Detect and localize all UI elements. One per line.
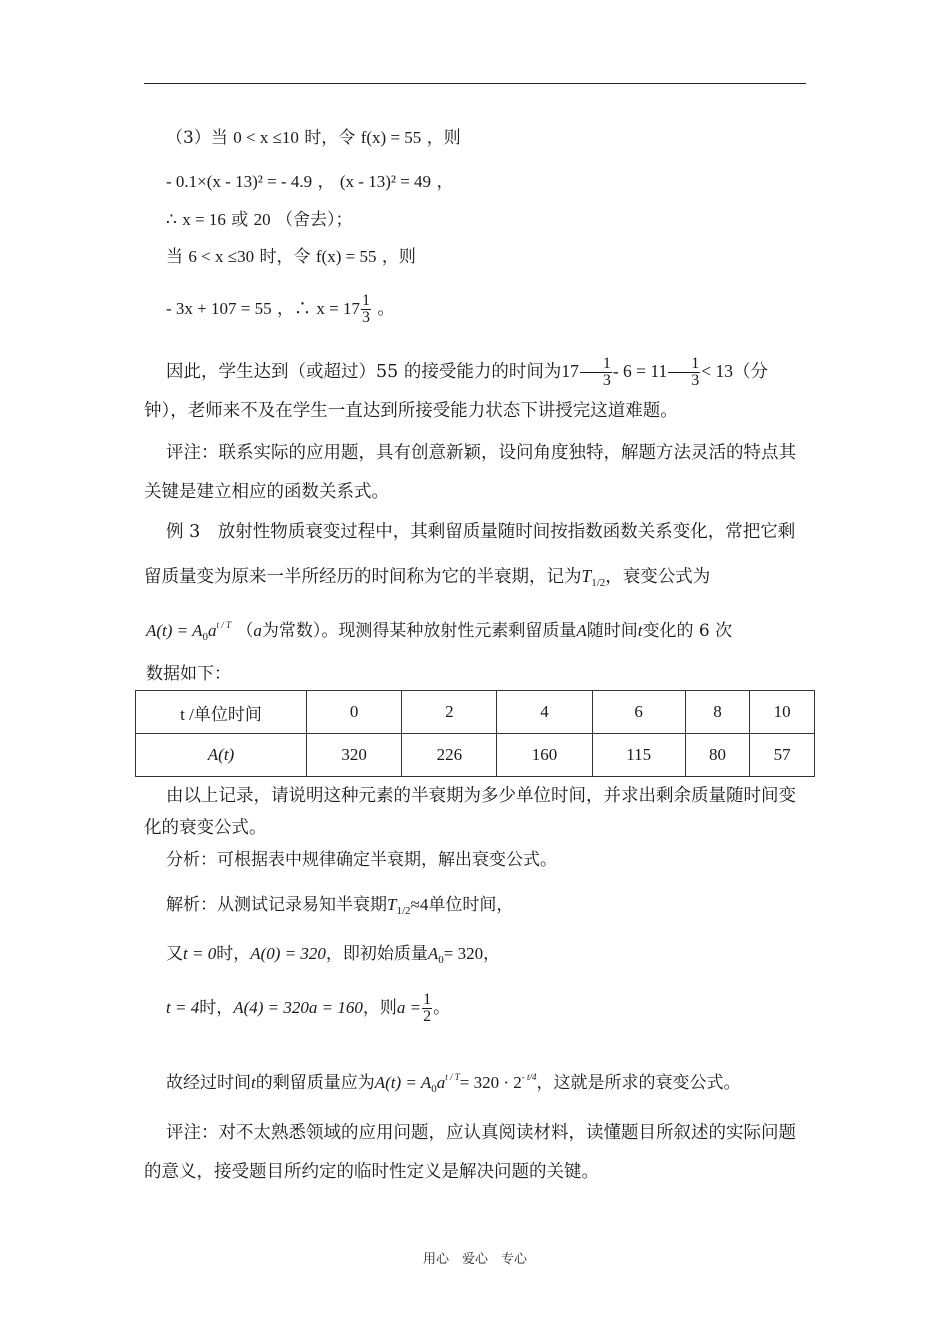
table-cell: 2 [402,691,497,734]
table-cell: 226 [402,734,497,777]
table-cell: 10 [750,691,815,734]
table-cell: 57 [750,734,815,777]
table-cell: 0 [307,691,402,734]
solution-line-2: - 0.1×(x - 13)² = - 4.9 ， (x - 13)² = 49 ， [166,172,454,192]
fraction: $\frac{1}{3}$ [580,356,612,389]
table-header-cell: A(t) [136,734,307,777]
conclusion-paragraph: 因此，学生达到（或超过）55 的接受能力的时间为17 $\frac{1}{3}$ - 6 = 11 $\frac{1}{3}$ < 13（分钟），老师来不及在学生一直达到所接受能力状态下讲授完这道难题。 [144,355,769,421]
table-row [136,691,815,734]
comment-paragraph-2: 评注：对不太熟悉领域的应用问题，应认真阅读材料，读懂题目所叙述的实际问题的意义，接受题目所约定的临时性定义是解决问题的关键。 [144,1123,796,1182]
result-formula-line: 故经过时间t的剩留质量应为$A(t) = A_0a^{t / T}= 320 \cdot 2^{- t/4}$，这就是所求的衰变公式。 [166,1072,741,1095]
comment-paragraph-1: 评注：联系实际的应用题，具有创意新颖，设问角度独特，解题方法灵活的特点其关键是建立相应的函数关系式。 [144,443,796,502]
fraction-one-third: $\frac{1}{3}$ [362,292,370,326]
solution-line-1: （3）当 0 < x ≤10 时，令 f(x) = 55 ，则 [166,128,461,148]
table-cell: 80 [685,734,750,777]
header-rule [144,83,806,84]
find-a-line: t = 4时，A(4) = 320a = 160，则a = $\frac{1}{2}$ 。 [166,991,451,1025]
fraction-one-half: $\frac{1}{2}$ [423,991,432,1025]
solution-intro-line: 解析：从测试记录易知半衰期$T_{1/2}\approx 4$单位时间， [166,895,514,917]
table-cell: 115 [592,734,685,777]
table-cell: 8 [685,691,750,734]
solution-line-4: 当 6 < x ≤30 时，令 f(x) = 55 ，则 [166,247,416,267]
page-footer: 用心 爱心 专心 [422,1252,527,1267]
table-row [136,734,815,777]
example-3-paragraph: 例 3 放射性物质衰变过程中，其剩留质量随时间按指数函数关系变化，常把它剩留质量变为原来一半所经历的时间称为它的半衰期，记为$T_{1/2}$，衰变公式为 [144,522,796,589]
decay-formula-line: $A(t) = A_0a^{t / T}$ （a为常数）。现测得某种放射性元素剩留质量A随时间t变化的 6 次 [146,620,733,643]
question-paragraph: 由以上记录，请说明这种元素的半衰期为多少单位时间，并求出剩余质量随时间变化的衰变公式。 [144,786,796,838]
solution-line-3: ∴ x = 16 或 20 （舍去）； [166,210,353,230]
table-cell: 6 [592,691,685,734]
initial-mass-line: 又t = 0时，A(0) = 320，即初始质量$A_0= 320$， [166,944,501,966]
table-header-cell: t /单位时间 [136,691,307,734]
table-cell: 4 [497,691,592,734]
solution-line-5: - 3x + 107 = 55 ，∴ x = 17 $\frac{1}{3}$ 。 [166,292,395,326]
analysis-line: 分析：可根据表中规律确定半衰期，解出衰变公式。 [166,850,557,870]
decay-data-table [135,690,815,777]
table-cell: 160 [497,734,592,777]
table-cell: 320 [307,734,402,777]
data-intro: 数据如下： [146,664,231,684]
fraction: $\frac{1}{3}$ [668,356,700,389]
